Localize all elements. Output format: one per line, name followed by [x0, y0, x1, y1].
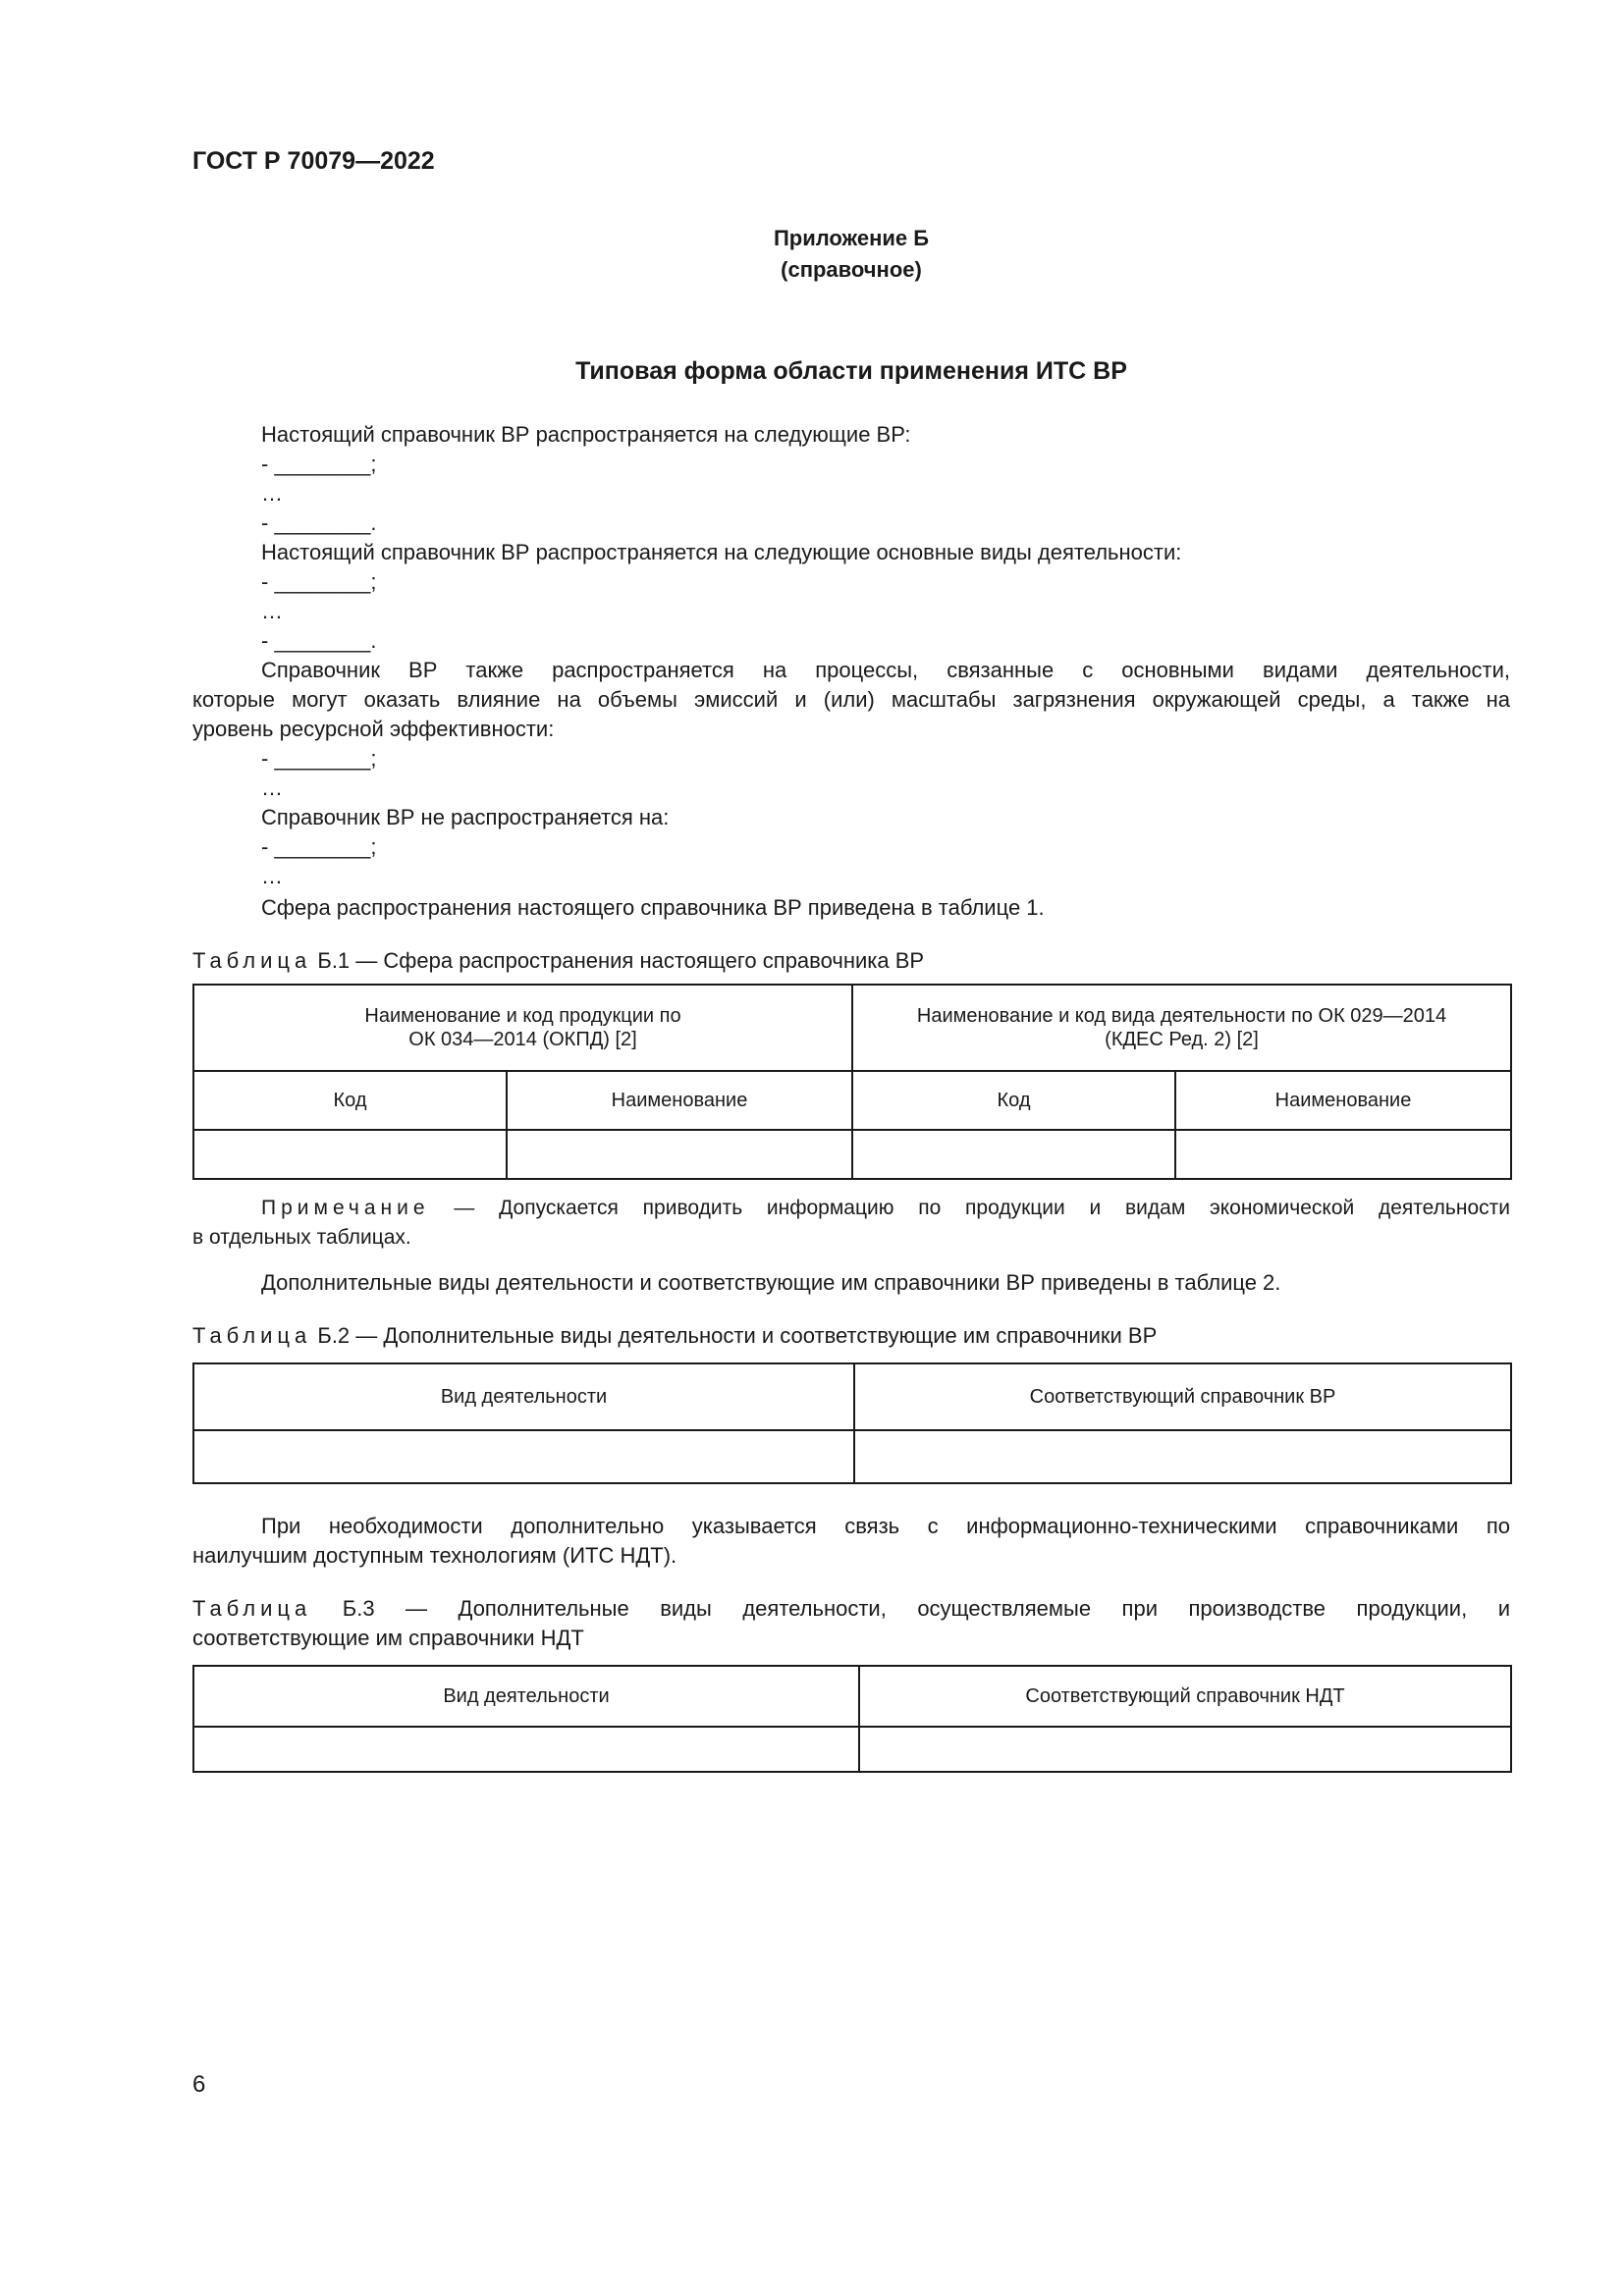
document-code: ГОСТ Р 70079—2022: [192, 147, 435, 175]
appendix-subtitle: (справочное): [781, 257, 922, 282]
table3-cell-empty: [193, 1727, 859, 1772]
paragraph-its-ndt-line2: наилучшим доступным технологиям (ИТС НДТ).: [192, 1543, 677, 1568]
list-item-blank: - ________.: [261, 628, 377, 653]
paragraph-additional-activities: Дополнительные виды деятельности и соответствующие им справочники ВР приведены в таблице 2.: [261, 1270, 1281, 1295]
table2-caption: [192, 1321, 1157, 1351]
list-ellipsis: …: [261, 481, 283, 506]
table-b1: [192, 984, 1512, 1180]
list-ellipsis: …: [261, 599, 283, 623]
table2-caption-text: Б.2 — Дополнительные виды деятельности и соответствующие им справочники ВР: [311, 1323, 1158, 1348]
list-ellipsis: …: [261, 775, 283, 800]
table2-caption-word: Таблица: [192, 1323, 312, 1348]
list-item-blank: - ________.: [261, 510, 377, 535]
paragraph-processes-line3: уровень ресурсной эффективности:: [192, 717, 555, 741]
paragraph-scope-ref: Сфера распространения настоящего справочника ВР приведена в таблице 1.: [261, 895, 1045, 920]
table-b3: [192, 1665, 1512, 1773]
appendix-title: Приложение Б: [773, 226, 930, 250]
table2-col-activity: Вид деятельности: [193, 1363, 854, 1430]
table1-group-activities-line2: (КДЕС Ред. 2) [2]: [1105, 1029, 1259, 1050]
paragraph-products: Настоящий справочник ВР распространяется на следующие ВР:: [261, 422, 911, 447]
table1-group-activities: [852, 985, 1511, 1071]
note-line1: [261, 1194, 1510, 1223]
table1-group-products: [193, 985, 852, 1071]
section-title: Типовая форма области применения ИТС ВР: [575, 357, 1127, 385]
note-line2: в отдельных таблицах.: [192, 1226, 411, 1249]
table1-col-name: Наименование: [1175, 1071, 1511, 1130]
table1-cell-empty: [507, 1130, 852, 1179]
table3-caption-word: Таблица: [192, 1596, 312, 1621]
list-item-blank: - ________;: [261, 834, 377, 859]
table1-cell-empty: [1175, 1130, 1511, 1179]
paragraph-not-applicable: Справочник ВР не распространяется на:: [261, 805, 670, 829]
table3-cell-empty: [859, 1727, 1511, 1772]
table1-group-products-line1: Наименование и код продукции по: [364, 1005, 681, 1027]
table3-caption-line2: соответствующие им справочники НДТ: [192, 1626, 584, 1650]
list-item-blank: - ________;: [261, 569, 377, 594]
page-number: 6: [192, 2071, 206, 2098]
paragraph-processes-line1: Справочник ВР также распространяется на процессы, связанные с основными видами деятельности,: [261, 658, 1510, 682]
table1-group-activities-line1: Наименование и код вида деятельности по ОК 029—2014: [916, 1005, 1447, 1027]
table3-caption-text: Б.3 — Дополнительные виды деятельности, осуществляемые при производстве продукции, и: [311, 1596, 1510, 1621]
table3-col-reference: Соответствующий справочник НДТ: [859, 1666, 1511, 1727]
table1-col-name: Наименование: [507, 1071, 852, 1130]
table1-caption-word: Таблица: [192, 948, 312, 973]
table1-group-products-line2: ОК 034—2014 (ОКПД) [2]: [408, 1029, 637, 1050]
paragraph-processes-line2: которые могут оказать влияние на объемы эмиссий и (или) масштабы загрязнения окружающей среды, а также на: [192, 687, 1510, 712]
table3-col-activity: Вид деятельности: [193, 1666, 859, 1727]
table1-caption-text: Б.1 — Сфера распространения настоящего справочника ВР: [311, 948, 925, 973]
list-item-blank: - ________;: [261, 746, 377, 771]
list-item-blank: - ________;: [261, 452, 377, 476]
list-ellipsis: …: [261, 864, 283, 888]
table1-cell-empty: [193, 1130, 507, 1179]
table1-caption: [192, 946, 924, 976]
table2-cell-empty: [193, 1430, 854, 1483]
table3-caption-line1: [192, 1594, 1510, 1624]
note-label: Примечание: [261, 1197, 430, 1219]
note-text: — Допускается приводить информацию по продукции и видам экономической деятельности: [429, 1197, 1510, 1219]
table1-cell-empty: [852, 1130, 1175, 1179]
table2-col-reference: Соответствующий справочник ВР: [854, 1363, 1511, 1430]
table-b2: [192, 1362, 1512, 1484]
paragraph-activities: Настоящий справочник ВР распространяется на следующие основные виды деятельности:: [261, 540, 1182, 564]
table1-col-code: Код: [852, 1071, 1175, 1130]
paragraph-its-ndt-line1: При необходимости дополнительно указывается связь с информационно-техническими справочниками по: [261, 1514, 1510, 1538]
table2-cell-empty: [854, 1430, 1511, 1483]
table1-col-code: Код: [193, 1071, 507, 1130]
